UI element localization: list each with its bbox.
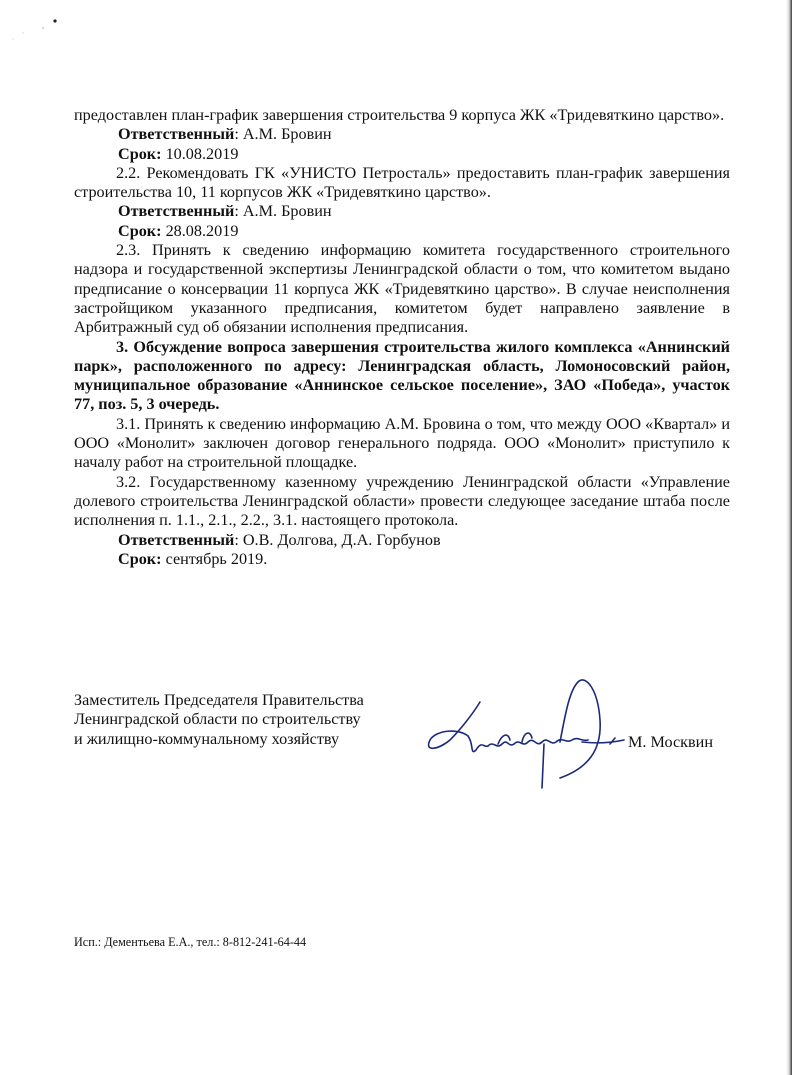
deadline-label: Срок: [118, 221, 162, 240]
deadline-value: сентябрь 2019. [161, 549, 268, 568]
responsible-line [74, 125, 730, 144]
responsible-value: : О.В. Долгова, Д.А. Горбунов [234, 530, 441, 549]
deadline-value: 28.08.2019 [161, 221, 239, 240]
paragraph-2-2: 2.2. Рекомендовать ГК «УНИСТО Петросталь» предоставить план-график завершения строительства 10, 11 корпусов ЖК «Тридевяткино царство». [74, 163, 730, 202]
section-3-heading: 3. Обсуждение вопроса завершения строительства жилого комплекса «Аннинский парк», расположенного по адресу: Ленинградская область, Ломоносовский район, муниципальное образование «Аннинское сельское поселение», ЗАО «Победа», участок 77, поз. 5, 3 очередь. [74, 337, 730, 414]
responsible-value: : А.М. Бровин [234, 125, 332, 144]
responsible-label: Ответственный [118, 125, 235, 144]
protocol-body [74, 106, 730, 569]
signer-title [74, 691, 404, 749]
deadline-line [74, 145, 730, 164]
handwritten-signature [410, 670, 630, 790]
signer-name: М. Москвин [628, 733, 713, 751]
signer-title-line: Ленинградской области по строительству [74, 710, 361, 729]
paragraph-continuation: предоставлен план-график завершения строительства 9 корпуса ЖК «Тридевяткино царство». [74, 106, 725, 124]
responsible-value: : А.М. Бровин [234, 202, 332, 221]
responsible-line [74, 202, 730, 221]
responsible-label: Ответственный [118, 202, 235, 221]
signer-title-line: и жилищно-коммунальному хозяйству [74, 729, 340, 748]
executor-line: Исп.: Дементьева Е.А., тел.: 8-812-241-64-44 [74, 935, 307, 949]
signer-title-line: Заместитель Председателя Правительства [74, 691, 364, 709]
paragraph-3-2: 3.2. Государственному казенному учреждению Ленинградской области «Управление долевого строительства Ленинградской области» провести следующее заседание штаба после исполнения п. 1.1., 2.1., 2.2., 3.1. настоящего протокола. [74, 472, 730, 530]
deadline-label: Срок: [118, 549, 162, 568]
deadline-value: 10.08.2019 [161, 144, 239, 163]
scan-edge [786, 0, 792, 1075]
paragraph-3-1: 3.1. Принять к сведению информацию А.М. Бровина о том, что между ООО «Квартал» и ООО «Монолит» заключен договор генерального подряда. ООО «Монолит» приступило к началу работ на строительной площадке. [74, 414, 730, 472]
deadline-label: Срок: [118, 144, 162, 163]
deadline-line [74, 550, 730, 569]
responsible-line [74, 531, 730, 550]
paragraph-2-3: 2.3. Принять к сведению информацию комитета государственного строительного надзора и государственной экспертизы Ленинградской области о том, что комитетом выдано предписание о консервации 11 корпуса ЖК «Тридевяткино царство». В случае неисполнения застройщиком указанного предписания, комитетом будет направлено заявление в Арбитражный суд об обязании исполнения предписания. [74, 241, 730, 337]
responsible-label: Ответственный [118, 530, 235, 549]
scan-specks [0, 0, 120, 60]
deadline-line [74, 222, 730, 241]
